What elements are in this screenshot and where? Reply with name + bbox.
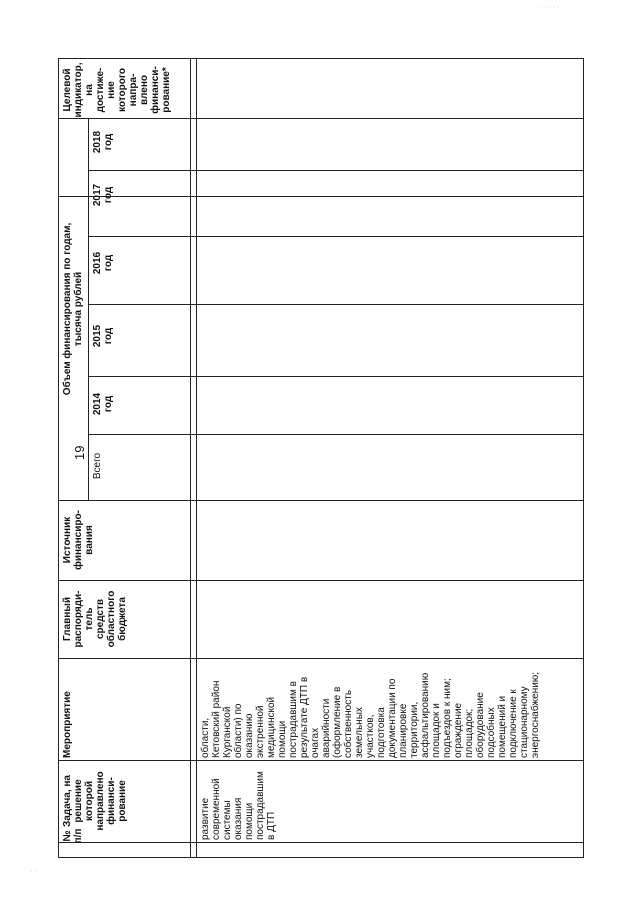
scan-mark: · · · · · xyxy=(540,4,560,11)
header-2016-cell xyxy=(90,236,188,304)
header-num: № п/п xyxy=(62,828,84,844)
row-activity: области, Кетовский район Курганской области) по оказанию экстренной медицинской помощи пострадавшим в результате ДТП в очагах аварийности (оформление в собственность земельных участков, подготовка документации по планировке территории, асфальтированию площадок и подъездов к ним; ограждение площадок; оборудование подсобных помещений и подключение к стационарному энергоснабжению; xyxy=(200,671,541,758)
header-2016: 2016 год xyxy=(92,251,114,275)
header-2018-cell xyxy=(90,118,188,170)
header-administrator-cell xyxy=(60,580,188,658)
header-source: Источник финансиро- вания xyxy=(62,510,95,570)
header-activity-cell xyxy=(60,658,188,760)
grid-line xyxy=(88,118,89,500)
row-task: развитие современной системы оказания помощи пострадавшим в ДТП xyxy=(200,771,277,840)
header-funding-group-cell xyxy=(60,118,88,500)
header-2014: 2014 год xyxy=(92,392,114,416)
header-activity: Мероприятие xyxy=(62,691,73,758)
header-2014-cell xyxy=(90,376,188,434)
grid-line xyxy=(190,58,191,858)
header-total: Всего xyxy=(92,452,103,480)
header-funding-group: Объем финансирования по годам, тысяча рублей xyxy=(62,222,84,396)
header-task: Задача, на решение которой направлено финанси- рование xyxy=(62,771,128,831)
header-2015: 2015 год xyxy=(92,324,114,348)
header-2017-cell xyxy=(90,170,188,236)
header-administrator: Главный распоряди- тель средств областного бюджета xyxy=(62,590,128,648)
header-2017: 2017 год xyxy=(92,183,114,207)
header-source-cell xyxy=(60,500,188,580)
header-target-cell xyxy=(60,60,188,118)
header-2018: 2018 год xyxy=(92,130,114,154)
header-2015-cell xyxy=(90,304,188,376)
row-task-cell xyxy=(198,760,308,842)
grid-line xyxy=(196,58,197,858)
row-activity-cell xyxy=(198,658,582,760)
header-total-cell xyxy=(90,434,188,500)
header-target: Целевой индикатор, на достиже- ние которого напра- влено финанси- рование* xyxy=(62,62,172,118)
page-number: 19 xyxy=(72,445,87,460)
scan-mark: · · xyxy=(30,868,37,875)
header-task-cell xyxy=(60,760,188,842)
